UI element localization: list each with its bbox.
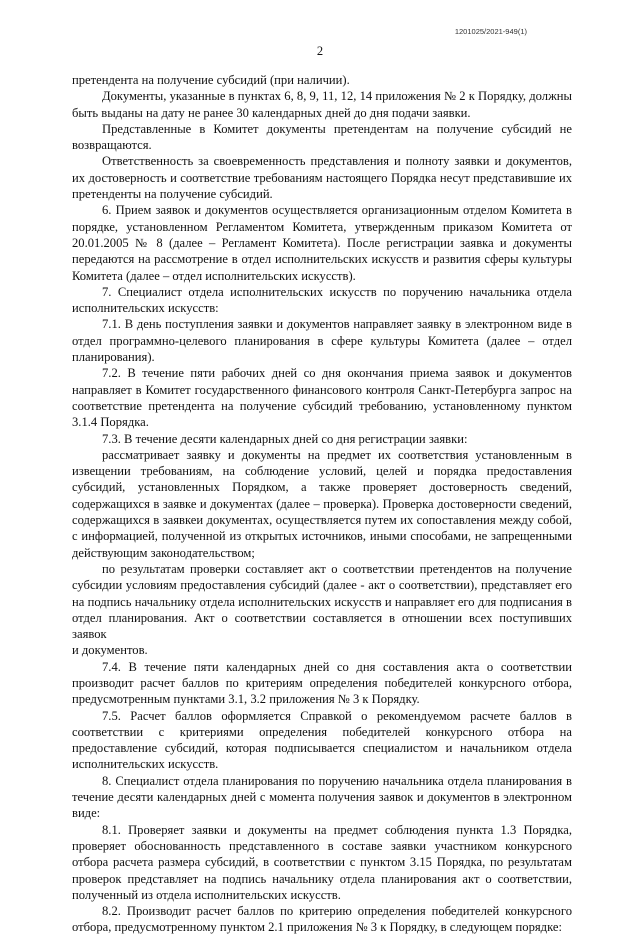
paragraph: претендента на получение субсидий (при наличии).: [72, 73, 350, 87]
paragraph: Документы, указанные в пунктах 6, 8, 9, 11, 12, 14 приложения № 2 к Порядку, должны быть выданы на дату не ранее 30 календарных дней до дня подачи заявки.: [72, 89, 572, 120]
paragraph: 7.4. В течение пяти календарных дней со дня составления акта о соответствии производит расчет баллов по критериям определения победителей конкурсного отбора, предусмотренным пунктами 3.1, 3.2 приложения № 3 к Порядку.: [72, 659, 572, 707]
document-body: [72, 72, 572, 936]
paragraph: 7.1. В день поступления заявки и документов направляет заявку в электронном виде в отдел программно-целевого планирования в сфере культуры Комитета (далее – отдел планирования).: [72, 317, 572, 365]
paragraph: 7.2. В течение пяти рабочих дней со дня окончания приема заявок и документов направляет в Комитет государственного финансового контроля Санкт-Петербурга запрос на соответствие претендента на получение субсидий требованию, установленному пунктом 3.1.4 Порядка.: [72, 366, 572, 430]
paragraph: 8.2. Производит расчет баллов по критерию определения победителей конкурсного отбора, предусмотренному пунктом 2.1 приложения № 3 к Порядку, в следующем порядке:: [72, 904, 572, 935]
paragraph: 7.5. Расчет баллов оформляется Справкой о рекомендуемом расчете баллов в соответствии с критериями определения победителей конкурсного отбора на предоставление субсидий, которая подписывается специалистом и начальником отдела исполнительских искусств.: [72, 708, 572, 772]
paragraph: 8.1. Проверяет заявки и документы на предмет соблюдения пункта 1.3 Порядка, проверяет обоснованность представленного в составе заявки участником конкурсного отбора расчета размера субсидий, в соответствии с пунктом 3.15 Порядка, по результатам проверок представляет на подпись начальнику отдела планирования акт о соответствии, полученный из отдела исполнительских искусств.: [72, 822, 572, 902]
paragraph: по результатам проверки составляет акт о соответствии претендентов на получение субсидии условиям предоставления субсидий (далее - акт о соответствии), представляет его на подпись начальнику отдела исполнительских искусств и направляет его для подписания в отдел планирования. Акт о соответствии составляется в отношении всех поступивших заявок: [72, 561, 572, 642]
paragraph: рассматривает заявку и документы на предмет их соответствия установленным в извещении требованиям, на соблюдение условий, целей и порядка предоставления субсидий, установленных Порядком, а также проверяет достоверность сведений, содержащихся в заявке и документах (далее – проверка). Проверка достоверности сведений, содержащихся в заявкеи документах, осуществляется путем их сопоставления между собой, с информацией, полученной из открытых источников, иными способами, не запрещенными действующим законодательством;: [72, 447, 572, 560]
paragraph: Ответственность за своевременность представления и полноту заявки и документов, их достоверность и соответствие требованиям настоящего Порядка несут представившие их претенденты на получение субсидий.: [72, 154, 572, 202]
paragraph: Представленные в Комитет документы претендентам на получение субсидий не возвращаются.: [72, 121, 572, 153]
paragraph: 8. Специалист отдела планирования по поручению начальника отдела планирования в течение десяти календарных дней с момента получения заявок и документов в электронном виде:: [72, 773, 572, 821]
page-number: 2: [316, 44, 324, 58]
paragraph: 7.3. В течение десяти календарных дней со дня регистрации заявки:: [102, 431, 468, 446]
paragraph: 6. Прием заявок и документов осуществляется организационным отделом Комитета в порядке, установленном Регламентом Комитета, утвержденным приказом Комитета от 20.01.2005 № 8 (далее – Регламент Комитета). После регистрации заявка и документы передаются на рассмотрение в отдел исполнительских искусств и развития сферы культуры Комитета (далее – отдел исполнительских искусств).: [72, 203, 572, 283]
paragraph: и документов.: [72, 643, 148, 658]
document-id: 1201025/2021-949(1): [454, 27, 527, 36]
paragraph: 7. Специалист отдела исполнительских искусств по поручению начальника отдела исполнительских искусств:: [72, 284, 572, 316]
